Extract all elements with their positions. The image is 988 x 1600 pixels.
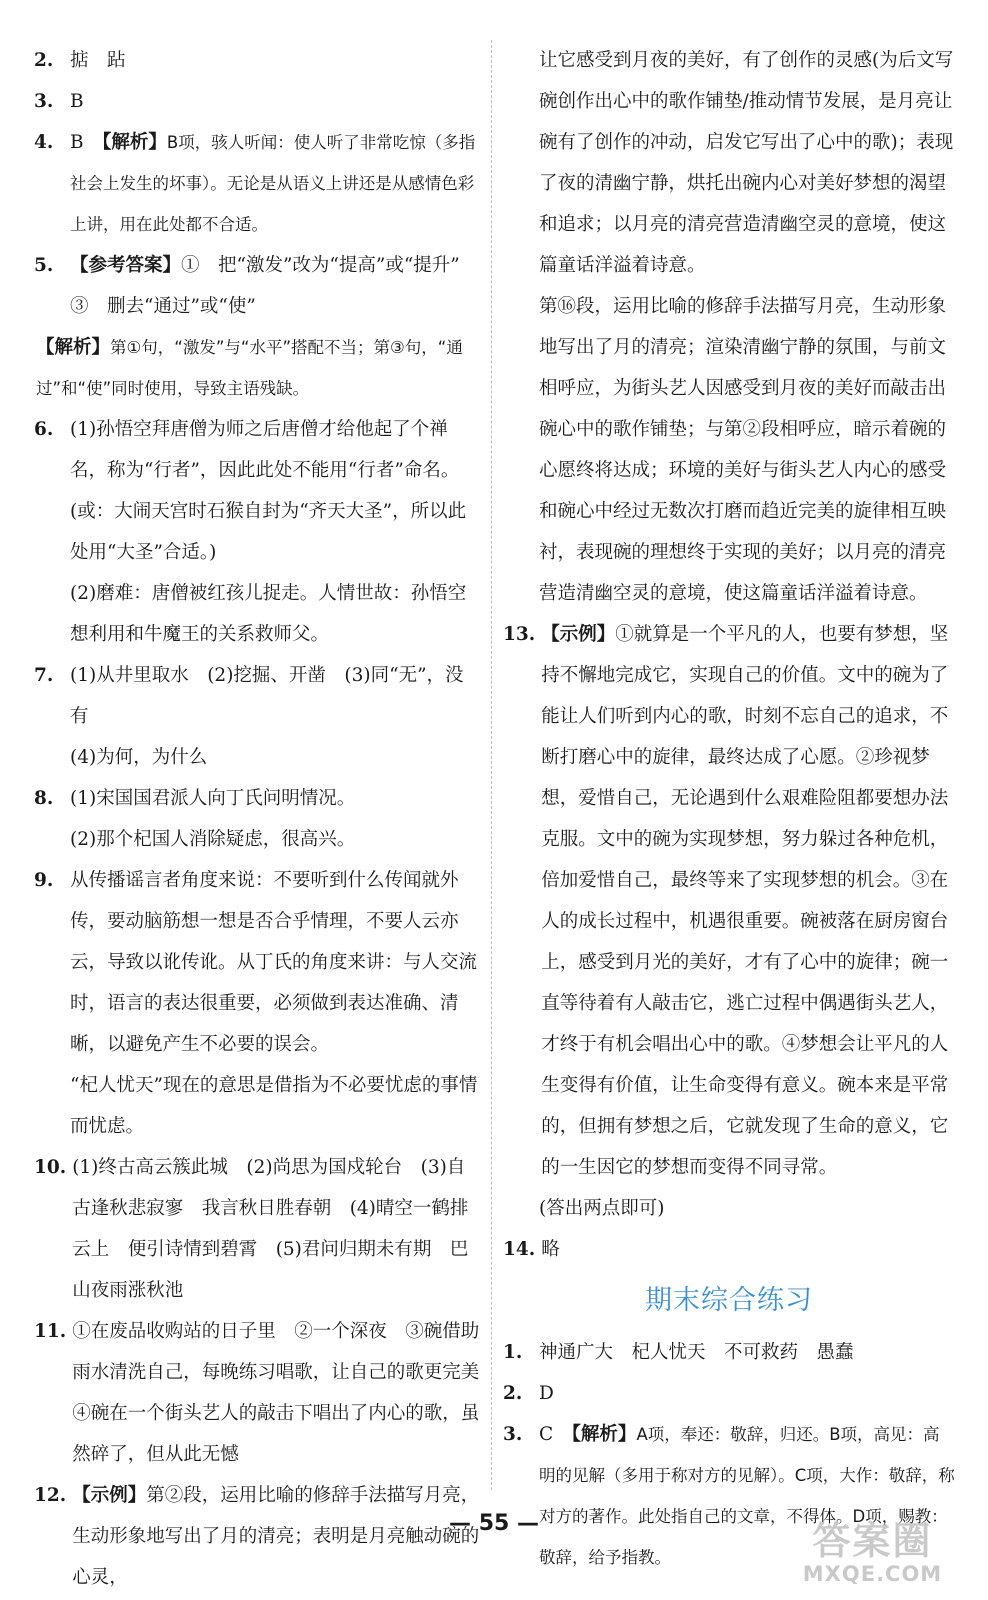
question-11 [34,1311,498,1475]
answer-letter: B [70,132,84,153]
question-number: 9. [34,870,54,891]
answer-letter: C [539,1424,554,1445]
question-number: 3. [34,91,54,112]
watermark-logo [775,1520,970,1586]
example-tag: 【示例】 [72,1485,147,1506]
answer-text: (1)终古高云簇此城 (2)尚思为国戍轮台 (3)自古逢秋悲寂寥 我言秋日胜春朝 (4)晴空一鹤排云上 便引诗情到碧霄 (5)君问归期未有期 巴山夜雨涨秋池 [72,1157,469,1301]
answer-text: (1)孙悟空拜唐僧为师之后唐僧才给他起了个禅名，称为“行者”，因此此处不能用“行者”命名。(或：大闹天宫时石猴自封为“齐天大圣”，所以此处用“大圣”合适。) [70,419,467,563]
question-7 [34,655,480,737]
column-divider [491,40,492,1490]
analysis-tag: 【解析】 [36,337,111,358]
question-number: 7. [34,665,54,686]
answer-text: 神通广大 杞人忧天 不可救药 愚蠢 [539,1342,854,1363]
question-number: 2. [34,50,54,71]
answer-text: ①就算是一个平凡的人，也要有梦想，坚持不懈地完成它，实现自己的价值。文中的碗为了能让人们听到内心的歌，时刻不忘自己的追求，不断打磨心中的旋律，最终达成了心愿。②珍视梦想，爱惜自己，无论遇到什么艰难险阻都要想办法克服。文中的碗为实现梦想，努力躲过各种危机，倍加爱惜自己，最终等来了实现梦想的机会。③在人的成长过程中，机遇很重要。碗被落在厨房窗台上，感受到月光的美好，才有了心中的旋律；碗一直等待着有人敲击它，逃亡过程中偶遇街头艺人，才终于有机会唱出心中的歌。④梦想会让平凡的人生变得有价值，让生命变得有意义。碗本来是平常的，但拥有梦想之后，它就发现了生命的意义，它的一生因它的梦想而变得不同寻常。 [541,624,949,1178]
analysis-tag: 【解析】 [571,1424,637,1445]
question-number: 11. [34,1321,67,1342]
question-number: 8. [34,788,54,809]
question-number: 6. [34,419,54,440]
watermark-url: MXQE.COM [802,1562,943,1586]
question-4 [34,122,480,245]
question-13 [503,614,955,1188]
final-question-1 [503,1332,955,1373]
question-14 [503,1229,955,1270]
answer-text: ① 把“激发”改为“提高”或“提升” [181,255,460,276]
answer-text: ①在废品收购站的日子里 ②一个深夜 ③碗借助雨水清洗自己，每晚练习唱歌，让自己的歌更完美 ④碗在一个街头艺人的敲击下唱出了内心的歌，虽然碎了，但从此无憾 [72,1321,498,1465]
question-number: 14. [503,1239,536,1260]
section-title: 期末综合练习 [645,1285,813,1316]
question-8 [34,778,480,819]
question-number: 3. [503,1424,523,1445]
answer-text: (2)那个杞国人消除疑虑，很高兴。 [70,829,356,850]
answer-text: B [70,91,84,112]
answer-note: (答出两点即可) [539,1198,665,1219]
analysis-text: 第①句，“激发”与“水平”搭配不当；第③句，“通过”和“使”同时使用，导致主语残缺。 [36,338,463,398]
answer-text: (1)宋国国君派人向丁氏问明情况。 [70,788,356,809]
question-number: 12. [34,1485,67,1506]
answer-text: (1)从井里取水 (2)挖掘、开凿 (3)同“无”，没有 [70,665,464,727]
analysis-text: A项，奉还：敬辞，归还。B项，高见：高明的见解（多用于称对方的见解）。C项，大作：敬辞，称对方的著作。此处指自己的文章，不得体。D项，赐教：敬辞，给予指教。 [539,1425,955,1567]
answer-text: 让它感受到月夜的美好，有了创作的灵感(为后文写碗创作出心中的歌作铺垫/推动情节发展，是月亮让碗有了创作的冲动，启发它写出了心中的歌)；表现了夜的清幽宁静，烘托出碗内心对美好梦想的渴望和追求；以月亮的清亮营造清幽空灵的意境，使这篇童话洋溢着诗意。 [539,50,954,276]
answer-text: 第②段，运用比喻的修辞手法描写月亮，生动形象地写出了月的清亮；表明是月亮触动碗的心灵， [72,1485,480,1588]
final-question-2 [503,1373,955,1414]
question-10 [34,1147,480,1311]
answer-text: (2)磨难：唐僧被红孩儿捉走。人情世故：孙悟空想利用和牛魔王的关系救师父。 [70,583,467,645]
analysis-tag: 【解析】 [102,132,167,153]
answer-text: D [539,1383,554,1404]
answer-text: 略 [541,1239,560,1260]
question-number: 13. [503,624,536,645]
example-tag: 【示例】 [541,624,616,645]
question-number: 1. [503,1342,523,1363]
answer-text: 第⑯段，运用比喻的修辞手法描写月亮，生动形象地写出了月的清亮；渲染清幽宁静的氛围，与前文相呼应，为街头艺人因感受到月夜的美好而敲击出碗心中的歌作铺垫；与第②段相呼应，暗示着碗的心愿终将达成；环境的美好与街头艺人内心的感受和碗心中经过无数次打磨而趋近完美的旋律相互映衬，表现碗的理想终于实现的美好；以月亮的清亮营造清幽空灵的意境，使这篇童话洋溢着诗意。 [539,296,947,604]
question-9 [34,860,480,1065]
answer-text: 掂 跕 [70,50,126,71]
analysis-text: B项，骇人听闻：使人听了非常吃惊（多指社会上发生的坏事）。无论是从语义上讲还是从感情色彩上讲，用在此处都不合适。 [70,133,476,234]
question-6 [34,409,480,573]
page-number: — 55 — [449,1511,539,1536]
question-number: 2. [503,1383,523,1404]
question-12 [34,1475,480,1598]
answer-text: (4)为何，为什么 [70,747,208,768]
question-2 [34,40,480,81]
answer-text: 从传播谣言者角度来说：不要听到什么传闻就外传，要动脑筋想一想是否合乎情理，不要人云亦云，导致以讹传讹。从丁氏的角度来讲：与人交流时，语言的表达很重要，必须做到表达准确、清晰，以避免产生不必要的误会。 [70,870,478,1055]
answer-text: “杞人忧天”现在的意思是借指为不必要忧虑的事情而忧虑。 [70,1075,478,1137]
question-3 [34,81,480,122]
question-number: 5. [34,255,54,276]
question-5 [34,245,480,286]
answer-tag: 【参考答案】 [70,255,182,276]
watermark-text: 答案圈 [812,1519,933,1563]
question-number: 10. [34,1157,67,1178]
question-number: 4. [34,132,54,153]
answer-text: ③ 删去“通过”或“使” [70,296,256,317]
right-column [503,40,955,1578]
